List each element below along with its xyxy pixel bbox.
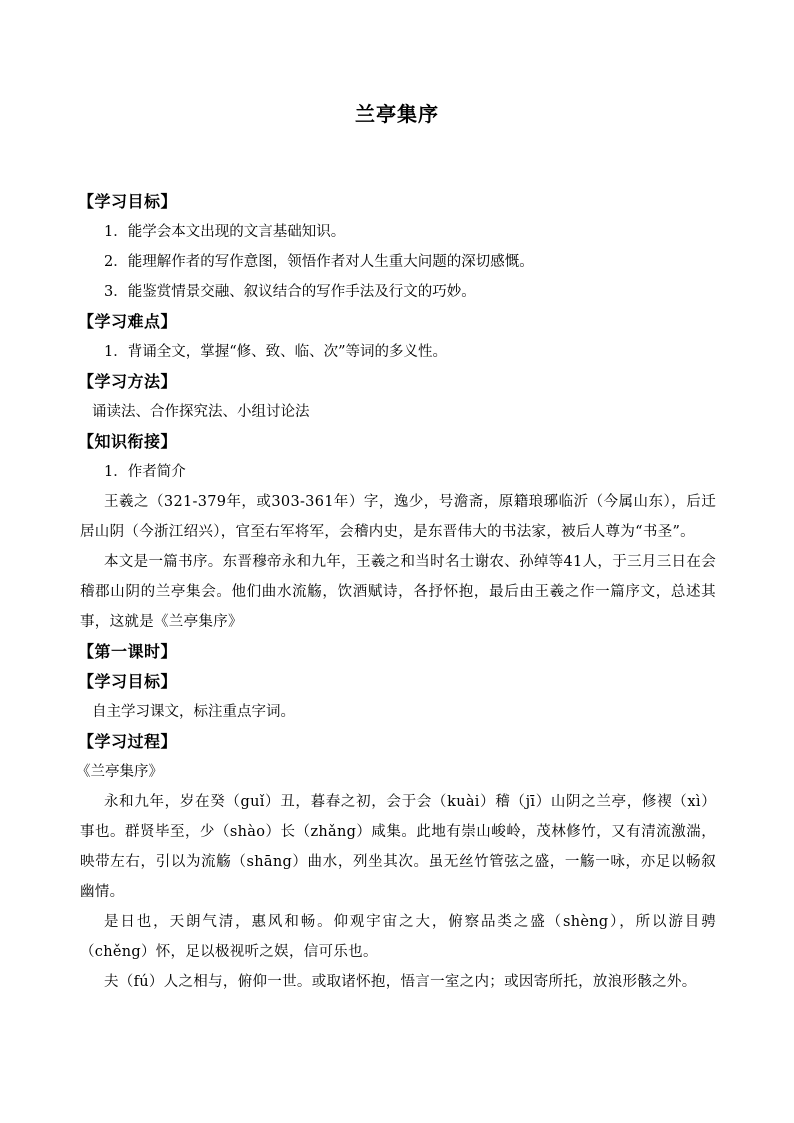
difficulty-item-1: 1．背诵全文，掌握“修、致、临、次”等词的多义性。 <box>104 344 448 360</box>
method-heading: 【学习方法】 <box>78 372 178 391</box>
method-text: 诵读法、合作探究法、小组讨论法 <box>92 404 310 420</box>
knowledge-item-author: 1．作者简介 <box>104 464 186 480</box>
process-heading: 【学习过程】 <box>78 732 178 751</box>
author-bio-paragraph: 王羲之（321-379年，或303-361年）字，逸少，号澹斋，原籍琅琊临沂（今属山东），后迁居山阴（今浙江绍兴），官至右军将军，会稽内史，是东晋伟大的书法家，被后人尊为“书圣”。 <box>80 494 716 540</box>
lesson-goal-text: 自主学习课文，标注重点字词。 <box>92 704 295 720</box>
document-title: 兰亭集序 <box>355 102 439 126</box>
source-title: 《兰亭集序》 <box>76 764 163 780</box>
goal-item-1: 1．能学会本文出现的文言基础知识。 <box>104 224 346 240</box>
passage-paragraph-1: 永和九年，岁在癸（guǐ）丑，暮春之初，会于会（kuài）稽（jī）山阴之兰亭，修禊（xì）事也。群贤毕至，少（shào）长（zhǎng）咸集。此地有崇山峻岭，茂林修竹，又有清流激湍，映带左右，引以为流觞（shāng）曲水，列坐其次。虽无丝竹管弦之盛，一觞一咏，亦足以畅叙幽情。 <box>80 794 716 900</box>
document-body <box>76 187 716 997</box>
goals-heading: 【学习目标】 <box>78 192 178 211</box>
intro-paragraph: 本文是一篇书序。东晋穆帝永和九年，王羲之和当时名士谢农、孙绰等41人，于三月三日在会稽郡山阴的兰亭集会。他们曲水流觞，饮酒赋诗，各抒怀抱，最后由王羲之作一篇序文，总述其事，这就是《兰亭集序》 <box>80 554 716 630</box>
difficulty-heading: 【学习难点】 <box>78 312 178 331</box>
goal-item-3: 3．能鉴赏情景交融、叙议结合的写作手法及行文的巧妙。 <box>104 284 476 300</box>
lesson-heading: 【第一课时】 <box>78 642 178 661</box>
goal-item-2: 2．能理解作者的写作意图，领悟作者对人生重大问题的深切感慨。 <box>104 254 534 270</box>
knowledge-heading: 【知识衔接】 <box>78 432 178 451</box>
passage-paragraph-3: 夫（fú）人之相与，俯仰一世。或取诸怀抱，悟言一室之内；或因寄所托，放浪形骸之外。 <box>104 974 697 990</box>
passage-paragraph-2: 是日也，天朗气清，惠风和畅。仰观宇宙之大，俯察品类之盛（shèng），所以游目骋（chěng）怀，足以极视听之娱，信可乐也。 <box>80 914 716 960</box>
lesson-goal-heading: 【学习目标】 <box>78 672 178 691</box>
